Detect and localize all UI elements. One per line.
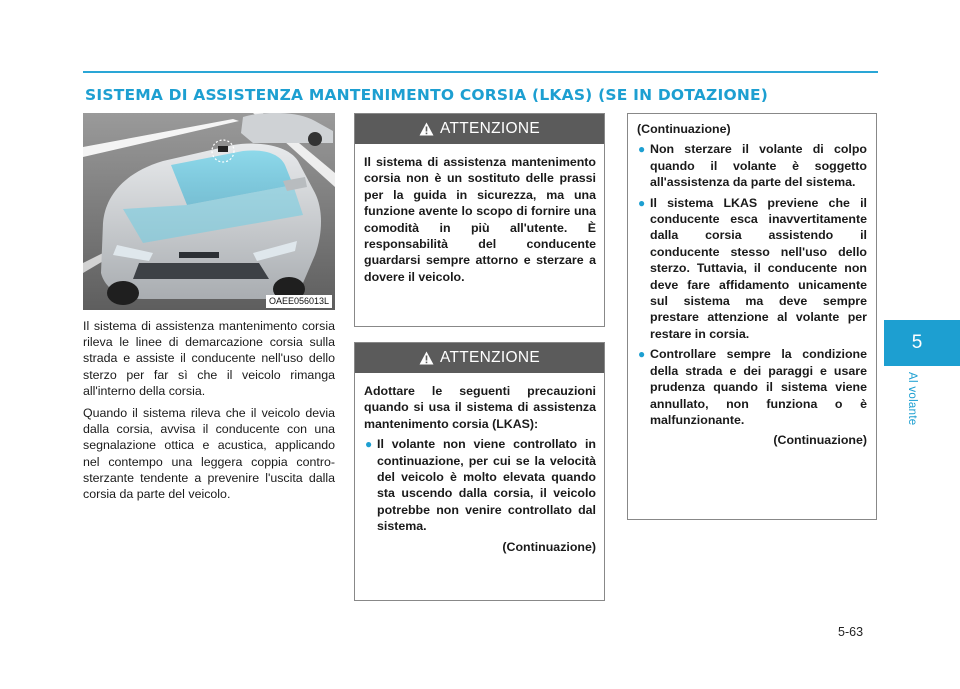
warning-text: Il sistema di assistenza mantenimento corsia non è un sostituto delle prassi per la guida in sicurezza, ma una funzione avente lo scopo di fornire una comodità in più all'utente. È responsabilità del conducente guardarsi sempre attorno e sterzare a dovere il veicolo. (364, 155, 596, 284)
warning-intro: Adottare le seguenti precauzioni quando si usa il sistema di assistenza mantenimento corsia (LKAS): (364, 384, 596, 431)
chapter-number: 5 (911, 332, 923, 353)
warning-header (355, 343, 604, 373)
warning-triangle-icon (419, 122, 434, 136)
continuation-heading: (Continuazione) (637, 122, 731, 136)
warning-box-1 (354, 113, 605, 327)
list-item: ● Non sterzare il volante di colpo quando il volante è soggetto all'assistenza da parte del sistema. (638, 142, 867, 190)
body-paragraph: Il sistema di assistenza mantenimento corsia rileva le linee di demarcazione corsia sulla strada e assiste il conducente nell'uso dello sterzo per far sì che il veicolo rimanga all'interno della corsia. (83, 319, 335, 398)
warning-header (355, 114, 604, 144)
header-rule (83, 71, 878, 73)
chapter-label: Al volante (906, 372, 918, 426)
continued-note: (Continuazione) (773, 433, 867, 448)
chapter-tab (884, 320, 960, 366)
warning-bullets (364, 436, 596, 534)
body-text (83, 318, 335, 508)
continued-note: (Continuazione) (502, 539, 596, 554)
page-title: SISTEMA DI ASSISTENZA MANTENIMENTO CORSIA (LKAS) (SE IN DOTAZIONE) (85, 86, 769, 104)
warning-triangle-icon (419, 351, 434, 365)
body-paragraph: Quando il sistema rileva che il veicolo devia dalla corsia, avvisa il conducente con una segnalazione ottica e acustica, applicando nel contempo una leggera coppia contro-sterzante tendente a prevenire l'uscita dalla corsia da parte del veicolo. (83, 406, 335, 502)
warning-label: ATTENZIONE (439, 120, 541, 137)
lkas-illustration (83, 113, 335, 310)
warning-label: ATTENZIONE (439, 349, 541, 366)
continuation-bullets (637, 141, 867, 428)
bullet-dot-icon: ● (638, 142, 646, 157)
continuation-box (627, 113, 877, 520)
list-item: ● Il sistema LKAS previene che il conducente esca inavvertitamente dalla corsia assistendo il conducente stesso nell'uso dello sterzo. Tuttavia, il conducente non deve fare affidamento unicamente sul sistema ma deve sempre prestare attenzione al volante per restare in corsia. (638, 195, 867, 341)
page-number: 5-63 (838, 625, 864, 639)
figure-code: OAEE056013L (266, 295, 332, 308)
list-item: ● Controllare sempre la condizione della strada e dei paraggi e usare prudenza quando il sistema viene annullato, non funziona o è malfunzionante. (638, 347, 867, 427)
bullet-dot-icon: ● (365, 437, 373, 452)
car-lane-illustration (83, 113, 335, 310)
list-item: ● Il volante non viene controllato in continuazione, per cui se la velocità del veicolo è molto elevata quando sta uscendo dalla corsia, il veicolo potrebbe non venire controllato dal sistema. (365, 437, 596, 534)
warning-box-2 (354, 342, 605, 601)
bullet-dot-icon: ● (638, 347, 646, 362)
bullet-dot-icon: ● (638, 195, 646, 210)
